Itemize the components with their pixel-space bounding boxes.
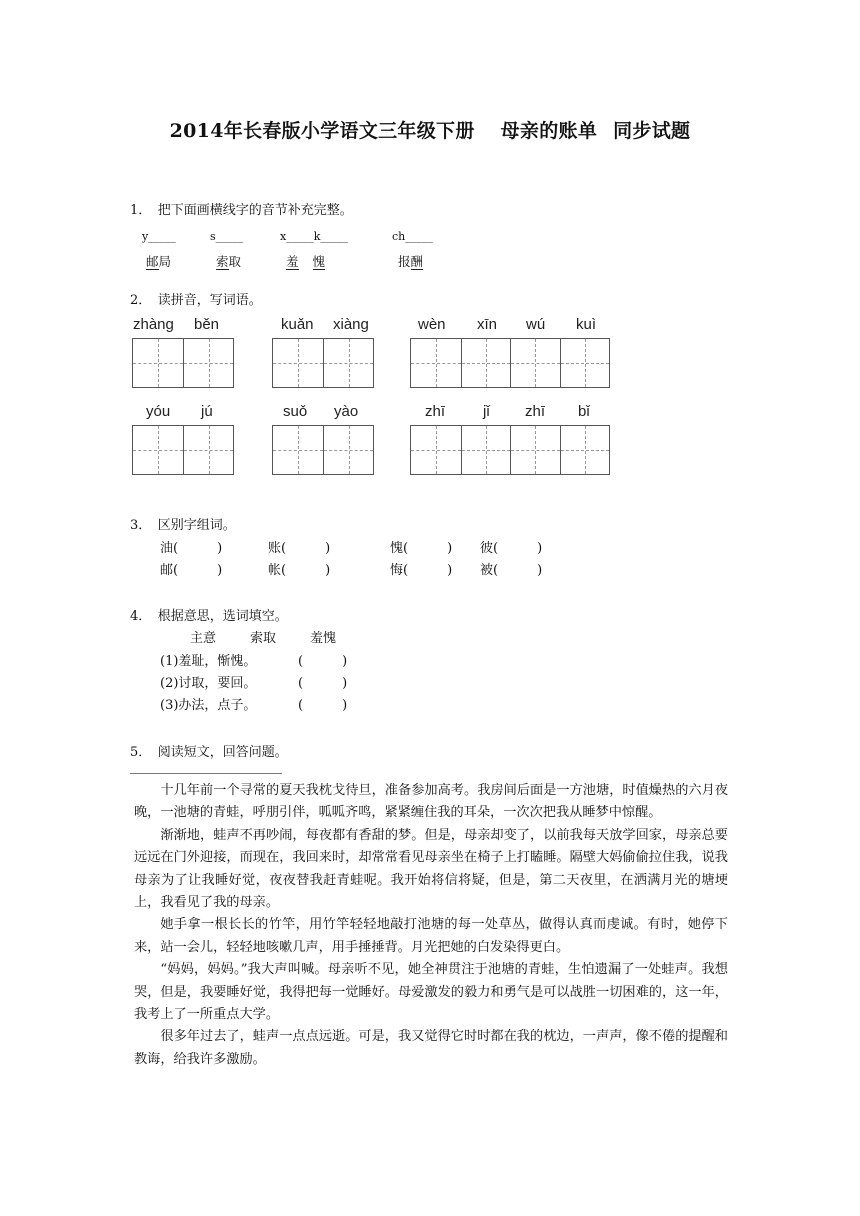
q3-item[interactable]: 油( ) xyxy=(160,541,223,556)
pinyin: zhàng xyxy=(133,316,174,333)
pinyin: zhī xyxy=(525,403,546,420)
question-3-label: 3． 区别字组词。 xyxy=(130,518,236,533)
q1-word-4: 报酬 xyxy=(398,254,424,269)
pinyin: xiàng xyxy=(333,316,369,333)
q3-item[interactable]: 愧( ) xyxy=(390,541,453,556)
question-5-label: 5． 阅读短文，回答问题。 xyxy=(130,745,288,760)
q4-blank[interactable]: ( ) xyxy=(298,698,348,713)
q1-word-1: 邮局 xyxy=(146,254,172,269)
q3-item[interactable]: 邮( ) xyxy=(160,563,223,578)
pinyin: kuǎn xyxy=(281,316,314,333)
pinyin: zhī xyxy=(425,403,446,420)
passage-paragraph: 她手拿一根长长的竹竿，用竹竿轻轻地敲打池塘的每一处草丛，做得认真而虔诚。有时，她停下来，站一会儿，轻轻地咳嗽几声，用手捶捶背。月光把她的白发染得更白。 xyxy=(134,917,728,955)
q4-item-1: (1)羞耻，惭愧。 ( ) xyxy=(160,650,347,669)
pinyin: yóu xyxy=(146,403,171,420)
q1-blank-3[interactable]: x_____k_____ xyxy=(280,230,348,243)
pinyin: suǒ xyxy=(283,403,308,420)
question-4-label: 4． 根据意思，选词填空。 xyxy=(130,609,288,624)
writing-grid[interactable] xyxy=(410,425,610,475)
pinyin: wèn xyxy=(418,316,446,333)
q3-item[interactable]: 被( ) xyxy=(480,563,543,578)
writing-grid[interactable] xyxy=(272,338,374,388)
q1-blank-2[interactable]: s_____ xyxy=(210,230,244,243)
title-part2: 母亲的账单 xyxy=(500,120,598,142)
q3-row-1 xyxy=(160,537,542,556)
pinyin: bǐ xyxy=(578,403,590,420)
page-title xyxy=(0,116,860,143)
pinyin: jǐ xyxy=(483,403,490,420)
title-part3: 同步试题 xyxy=(613,120,691,142)
q3-item[interactable]: 账( ) xyxy=(268,541,331,556)
passage-paragraph: “妈妈，妈妈。”我大声叫喊。母亲听不见，她全神贯注于池塘的青蛙，生怕遗漏了一处蛙声。我想哭，但是，我要睡好觉，我得把每一觉睡好。母爱激发的毅力和勇气是可以战胜一切困难的，这一年，我考上了一所重点大学。 xyxy=(134,962,728,1023)
divider xyxy=(130,773,282,774)
q4-options xyxy=(190,627,336,646)
title-part1: 2014年长春版小学语文三年级下册 xyxy=(169,120,475,142)
writing-grid[interactable] xyxy=(410,338,610,388)
q1-blank-1[interactable]: y_____ xyxy=(142,230,176,243)
writing-grid[interactable] xyxy=(132,338,234,388)
writing-grid[interactable] xyxy=(272,425,374,475)
writing-grid[interactable] xyxy=(132,425,234,475)
question-2-label: 2． 读拼音，写词语。 xyxy=(130,293,262,308)
q4-option: 羞愧 xyxy=(310,631,337,646)
q1-blank-4[interactable]: ch_____ xyxy=(392,230,433,243)
q4-item-3: (3)办法，点子。 ( ) xyxy=(160,694,347,713)
pinyin: běn xyxy=(194,316,220,333)
pinyin: xīn xyxy=(477,316,498,333)
q1-word-2: 索取 xyxy=(216,254,242,269)
pinyin: wú xyxy=(526,316,546,333)
q4-item-2: (2)讨取，要回。 ( ) xyxy=(160,672,347,691)
q3-item[interactable]: 彼( ) xyxy=(480,541,543,556)
passage-paragraph: 十几年前一个寻常的夏天我枕戈待旦，准备参加高考。我房间后面是一方池塘，时值燥热的六月夜晚，一池塘的青蛙，呼朋引伴，呱呱齐鸣，紧紧缠住我的耳朵，一次次把我从睡梦中惊醒。 xyxy=(134,783,728,821)
pinyin: jú xyxy=(201,403,213,420)
passage-paragraph: 渐渐地，蛙声不再吵闹，每夜都有香甜的梦。但是，母亲却变了，以前我每天放学回家，母亲总要远远在门外迎接，而现在，我回来时，却常常看见母亲坐在椅子上打瞌睡。隔壁大妈偷偷拉住我，说我母亲为了让我睡好觉，夜夜替我赶青蛙呢。我开始将信将疑，但是，第二天夜里，在洒满月光的塘埂上，我看见了我的母亲。 xyxy=(134,827,728,911)
q4-option: 主意 xyxy=(190,631,217,646)
q4-option: 索取 xyxy=(250,631,277,646)
q3-row-2 xyxy=(160,559,542,578)
passage-paragraph: 很多年过去了，蛙声一点点远逝。可是，我又觉得它时时都在我的枕边，一声声，像不倦的提醒和教诲，给我许多激励。 xyxy=(134,1029,728,1067)
q4-blank[interactable]: ( ) xyxy=(298,654,348,669)
q3-item[interactable]: 帐( ) xyxy=(268,563,331,578)
q4-blank[interactable]: ( ) xyxy=(298,676,348,691)
reading-passage xyxy=(134,780,728,1071)
pinyin: kuì xyxy=(576,316,597,333)
pinyin: yào xyxy=(334,403,359,420)
q3-item[interactable]: 悔( ) xyxy=(390,563,453,578)
q1-word-3: 羞 愧 xyxy=(286,254,326,269)
question-1-label: 1． 把下面画横线字的音节补充完整。 xyxy=(130,203,353,218)
